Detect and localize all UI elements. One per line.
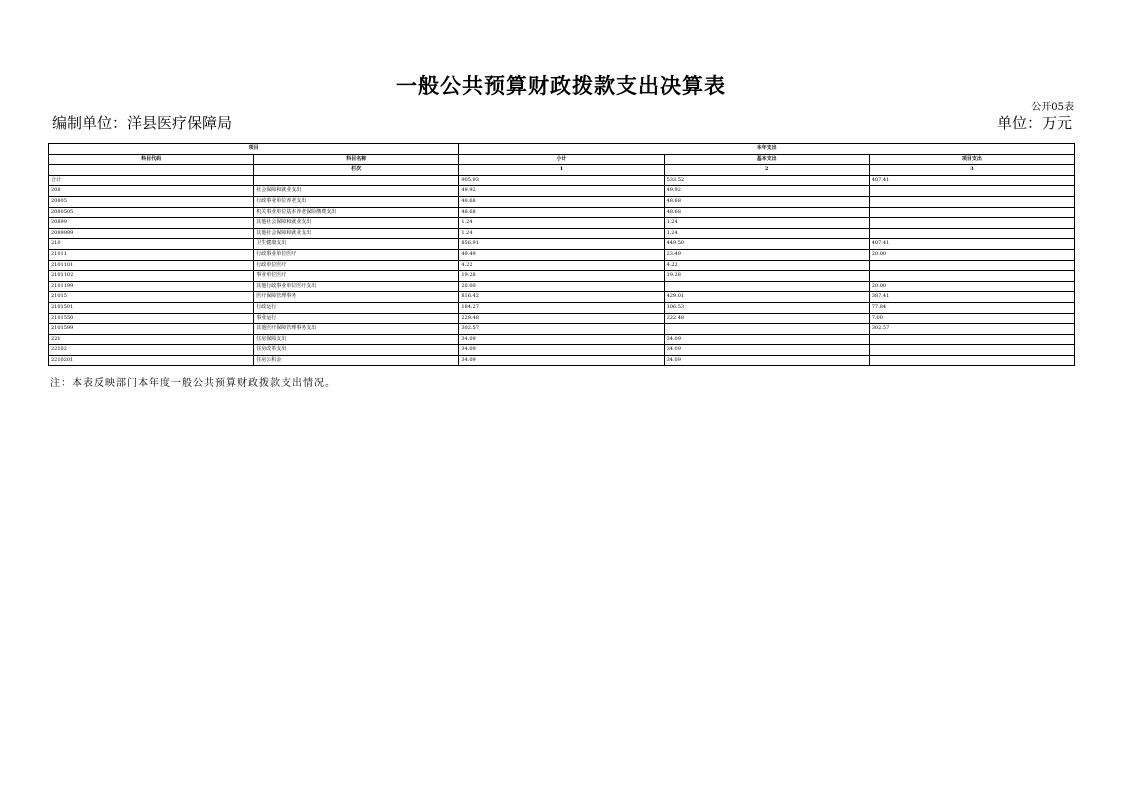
cell-basic: 429.01 — [664, 292, 869, 303]
cell-basic: 4.22 — [664, 260, 869, 271]
cell-name: 行政运行 — [254, 302, 459, 313]
cell-code: 2089999 — [49, 228, 254, 239]
footnote: 注：本表反映部门本年度一般公共预算财政拨款支出情况。 — [50, 378, 336, 389]
cell-program: 302.57 — [869, 324, 1074, 335]
cell-name: 机关事业单位基本养老保险缴费支出 — [254, 207, 459, 218]
cell-name: 行政事业单位养老支出 — [254, 196, 459, 207]
cell-subtotal: 184.27 — [459, 302, 664, 313]
cell-code: 2101550 — [49, 313, 254, 324]
cell-basic: 19.28 — [664, 271, 869, 282]
cell-subtotal: 34.09 — [459, 334, 664, 345]
cell-code: 2101599 — [49, 324, 254, 335]
header-col-label: 栏次 — [254, 165, 459, 176]
cell-code: 208 — [49, 186, 254, 197]
cell-program — [869, 196, 1074, 207]
cell-program: 7.00 — [869, 313, 1074, 324]
header-expense: 本年支出 — [459, 144, 1075, 155]
header-program: 项目支出 — [869, 154, 1074, 165]
cell-code: 2101501 — [49, 302, 254, 313]
table-row — [49, 239, 1075, 250]
header-subtotal: 小计 — [459, 154, 664, 165]
cell-subtotal: 48.68 — [459, 207, 664, 218]
header-name: 科目名称 — [254, 154, 459, 165]
table-row — [49, 313, 1075, 324]
cell-basic: 49.92 — [664, 186, 869, 197]
cell-code: 221 — [49, 334, 254, 345]
cell-subtotal: 19.28 — [459, 271, 664, 282]
cell-code: 21011 — [49, 249, 254, 260]
table-row — [49, 228, 1075, 239]
cell-basic: 34.09 — [664, 355, 869, 366]
cell-program: 407.41 — [869, 239, 1074, 250]
expenditure-table — [48, 143, 1075, 366]
table-row — [49, 281, 1075, 292]
cell-subtotal: 20.00 — [459, 281, 664, 292]
cell-code: 210 — [49, 239, 254, 250]
table-row — [49, 260, 1075, 271]
table-row — [49, 175, 1075, 186]
table-row — [49, 292, 1075, 303]
cell-program — [869, 207, 1074, 218]
header-row-3 — [49, 165, 1075, 176]
header-project: 项目 — [49, 144, 459, 155]
header-blank — [49, 165, 254, 176]
form-number: 公开05表 — [1031, 102, 1074, 113]
page-title: 一般公共预算财政拨款支出决算表 — [396, 73, 726, 98]
cell-basic — [664, 324, 869, 335]
cell-subtotal: 4.22 — [459, 260, 664, 271]
table-row — [49, 196, 1075, 207]
cell-code: 2101101 — [49, 260, 254, 271]
cell-subtotal: 1.24 — [459, 228, 664, 239]
cell-basic: 106.53 — [664, 302, 869, 313]
cell-name: 其他医疗保障管理事务支出 — [254, 324, 459, 335]
cell-code: 2080505 — [49, 207, 254, 218]
cell-program — [869, 260, 1074, 271]
table-row — [49, 207, 1075, 218]
cell-code: 合计 — [49, 175, 254, 186]
cell-name: 医疗保障管理事务 — [254, 292, 459, 303]
header-col-2: 2 — [664, 165, 869, 176]
cell-subtotal: 302.57 — [459, 324, 664, 335]
table-row — [49, 186, 1075, 197]
cell-basic: 1.24 — [664, 218, 869, 229]
cell-program: 387.41 — [869, 292, 1074, 303]
cell-subtotal: 1.24 — [459, 218, 664, 229]
cell-subtotal: 49.92 — [459, 186, 664, 197]
cell-basic: 222.48 — [664, 313, 869, 324]
cell-code: 22102 — [49, 345, 254, 356]
cell-name: 社会保障和就业支出 — [254, 186, 459, 197]
cell-program: 20.00 — [869, 281, 1074, 292]
cell-subtotal: 229.48 — [459, 313, 664, 324]
header-row-1 — [49, 144, 1075, 155]
cell-basic: 34.09 — [664, 345, 869, 356]
cell-name: 住房公积金 — [254, 355, 459, 366]
cell-subtotal: 48.68 — [459, 196, 664, 207]
cell-basic: 449.50 — [664, 239, 869, 250]
header-col-3: 3 — [869, 165, 1074, 176]
table-row — [49, 249, 1075, 260]
organization-label: 编制单位：洋县医疗保障局 — [52, 114, 233, 132]
cell-name: 事业单位医疗 — [254, 271, 459, 282]
header-basic: 基本支出 — [664, 154, 869, 165]
header-row-2 — [49, 154, 1075, 165]
cell-code: 2101102 — [49, 271, 254, 282]
cell-code: 21015 — [49, 292, 254, 303]
cell-basic: 48.68 — [664, 196, 869, 207]
table-row — [49, 355, 1075, 366]
cell-subtotal: 856.91 — [459, 239, 664, 250]
cell-subtotal: 49.49 — [459, 249, 664, 260]
cell-name: 其他社会保障和就业支出 — [254, 218, 459, 229]
cell-basic: 23.49 — [664, 249, 869, 260]
cell-name: 行政单位医疗 — [254, 260, 459, 271]
cell-name: 住房保障支出 — [254, 334, 459, 345]
cell-code: 2210201 — [49, 355, 254, 366]
cell-subtotal: 34.09 — [459, 355, 664, 366]
cell-subtotal: 905.93 — [459, 175, 664, 186]
cell-program: 77.84 — [869, 302, 1074, 313]
cell-basic — [664, 281, 869, 292]
cell-name: 行政事业单位医疗 — [254, 249, 459, 260]
table-row — [49, 271, 1075, 282]
cell-subtotal: 816.42 — [459, 292, 664, 303]
cell-name: 卫生健康支出 — [254, 239, 459, 250]
cell-basic: 34.09 — [664, 334, 869, 345]
table-row — [49, 218, 1075, 229]
table-row — [49, 324, 1075, 335]
cell-program — [869, 345, 1074, 356]
cell-subtotal: 34.09 — [459, 345, 664, 356]
cell-code: 2101199 — [49, 281, 254, 292]
cell-program — [869, 334, 1074, 345]
table-row — [49, 345, 1075, 356]
cell-program — [869, 228, 1074, 239]
cell-program — [869, 218, 1074, 229]
cell-name: 其他社会保障和就业支出 — [254, 228, 459, 239]
header-col-1: 1 — [459, 165, 664, 176]
header-code: 科目代码 — [49, 154, 254, 165]
cell-program — [869, 186, 1074, 197]
unit-label: 单位：万元 — [996, 114, 1072, 132]
cell-name — [254, 175, 459, 186]
cell-name: 事业运行 — [254, 313, 459, 324]
cell-code: 20899 — [49, 218, 254, 229]
cell-program — [869, 355, 1074, 366]
cell-program: 407.41 — [869, 175, 1074, 186]
table-row — [49, 334, 1075, 345]
cell-program: 20.00 — [869, 249, 1074, 260]
cell-name: 住房改革支出 — [254, 345, 459, 356]
cell-basic: 1.24 — [664, 228, 869, 239]
cell-basic: 533.52 — [664, 175, 869, 186]
table-row — [49, 302, 1075, 313]
cell-code: 20805 — [49, 196, 254, 207]
cell-basic: 48.68 — [664, 207, 869, 218]
cell-program — [869, 271, 1074, 282]
cell-name: 其他行政事业单位医疗支出 — [254, 281, 459, 292]
